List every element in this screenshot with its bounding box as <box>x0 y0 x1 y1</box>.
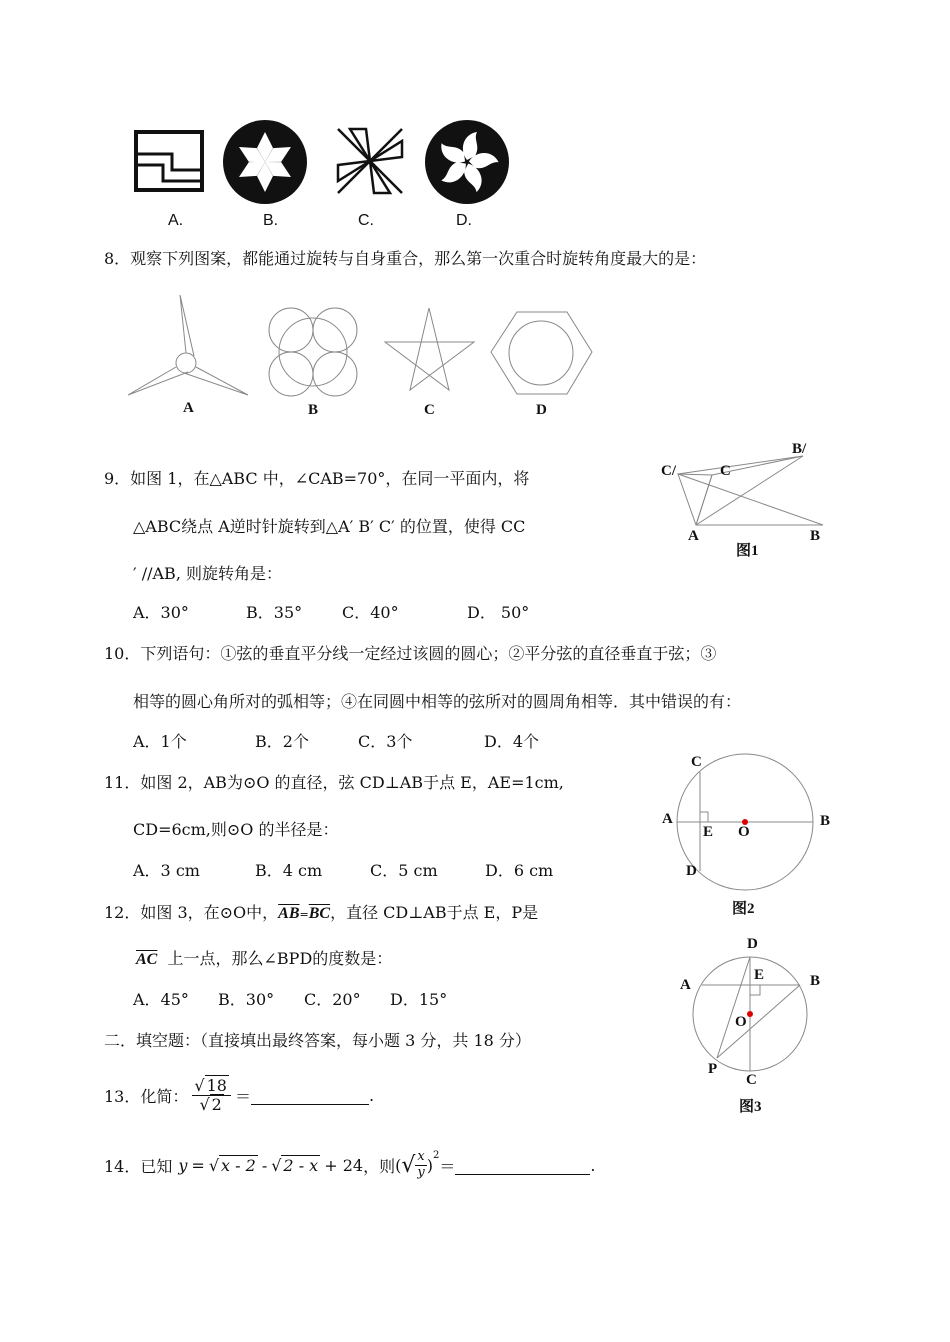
q9-line1: 9．如图 1，在△ABC 中，∠CAB=70°，在同一平面内，将 <box>104 469 530 488</box>
q8-figure-c-star <box>385 308 474 390</box>
q14-plus: + 24 <box>324 1155 364 1175</box>
q11-option-c: C．5 cm <box>370 861 438 880</box>
q13-equals: ＝ <box>234 1086 251 1106</box>
fig2-label-e: E <box>703 824 714 840</box>
q12-option-b: B．30° <box>218 990 275 1009</box>
fig3-label-p: P <box>708 1061 718 1077</box>
q14-eq: = <box>191 1155 205 1175</box>
fig2-label-b: B <box>820 813 831 829</box>
fig2-label-d: D <box>686 863 697 879</box>
q12-line2 <box>136 946 392 969</box>
top-option-d: D. <box>456 212 472 229</box>
fig3-label-a: A <box>680 977 691 993</box>
section-fill-in-title: 二．填空题：（直接填出最终答案，每小题 3 分，共 18 分） <box>104 1031 531 1050</box>
figure-1-rotation <box>660 440 840 540</box>
fig2-caption: 图2 <box>732 901 755 917</box>
q8-label-c: C <box>424 402 435 418</box>
q12-line1-start: 12．如图 3，在⊙O中， <box>104 903 279 922</box>
q13-denominator-radicand: 2 <box>211 1094 222 1114</box>
q14 <box>104 1140 595 1190</box>
q8-figure-d-hexagon <box>491 312 592 394</box>
q14-answer-blank[interactable] <box>455 1156 590 1175</box>
q9-option-d: D． 50° <box>467 603 530 622</box>
fig1-label-b-prime: B/ <box>792 441 807 457</box>
fig3-label-e: E <box>754 967 765 983</box>
q8-label-b: B <box>308 402 319 418</box>
q10-line1: 10．下列语句：①弦的垂直平分线一定经过该圆的圆心；②平分弦的直径垂直于弦；③ <box>104 644 717 663</box>
q10-option-a: A．1个 <box>133 732 187 751</box>
q13 <box>104 1070 374 1120</box>
q14-frac-den: y <box>417 1164 425 1180</box>
q14-radicand-a: x - 2 <box>221 1155 256 1175</box>
q13-answer-blank[interactable] <box>251 1086 369 1105</box>
q12-arc-ac: $\overline{AC}$ <box>136 951 158 968</box>
q8-label-d: D <box>536 402 547 418</box>
q13-fraction <box>192 1077 231 1113</box>
q12-option-c: C．20° <box>304 990 361 1009</box>
q9-line2: △ABC绕点 A逆时针旋转到△A′ B′ C′ 的位置，使得 CC <box>133 517 526 536</box>
q12-line2-text: 上一点，那么∠BPD的度数是： <box>167 949 393 968</box>
q12-equal: = <box>299 908 309 921</box>
q14-then: ，则 <box>363 1156 396 1176</box>
q10-option-d: D．4个 <box>484 732 540 751</box>
q8-figure-a-tristar <box>128 295 248 395</box>
fig2-label-c: C <box>691 754 702 770</box>
q13-denominator: √ 2 <box>199 1094 222 1114</box>
fig2-label-o: O <box>738 824 750 840</box>
q11-option-b: B．4 cm <box>255 861 323 880</box>
fig2-label-a: A <box>662 811 673 827</box>
fig3-label-c: C <box>746 1072 757 1088</box>
fig1-label-c: C <box>720 463 731 479</box>
q12-arc-bc: $\overline{BC}$ <box>308 905 331 922</box>
q10-line2: 相等的圆心角所对的弧相等；④在同圆中相等的弦所对的圆周角相等．其中错误的有： <box>133 692 742 711</box>
fig1-label-b: B <box>810 528 821 544</box>
q14-sqrt-frac-sign: √ <box>401 1152 416 1178</box>
q8-stem: 8．观察下列图案，都能通过旋转与自身重合，那么第一次重合时旋转角度最大的是： <box>104 249 707 268</box>
q11-line1: 11．如图 2，AB为⊙O 的直径，弦 CD⊥AB于点 E，AE=1cm, <box>104 773 564 792</box>
q11-option-a: A．3 cm <box>133 861 200 880</box>
q9-line3: ′ //AB, 则旋转角是： <box>133 564 282 583</box>
q14-minus: - <box>261 1155 268 1175</box>
top-option-b: B. <box>263 212 279 229</box>
figure-c-pinwheel <box>338 129 402 193</box>
q14-rparen: ) <box>426 1155 433 1175</box>
q14-sqrt-a: √ x - 2 <box>208 1155 256 1175</box>
top-option-c: C. <box>358 212 374 229</box>
q10-option-b: B．2个 <box>255 732 309 751</box>
q11-option-d: D．6 cm <box>485 861 554 880</box>
fig3-label-d: D <box>747 936 758 952</box>
q10-option-c: C．3个 <box>358 732 413 751</box>
q13-numerator: √ 18 <box>192 1077 231 1096</box>
q9-option-a: A．30° <box>133 603 189 622</box>
q14-fraction <box>415 1150 426 1180</box>
q14-y: y <box>178 1155 188 1175</box>
q13-numerator-radicand: 18 <box>206 1075 227 1095</box>
q14-equals: ＝ <box>439 1156 456 1176</box>
q12-option-d: D．15° <box>390 990 448 1009</box>
q12-option-a: A．45° <box>133 990 189 1009</box>
q14-power: 2 <box>432 1150 440 1161</box>
q13-prefix: 13．化简： <box>104 1086 189 1106</box>
q9-option-c: C．40° <box>342 603 399 622</box>
fig1-caption: 图1 <box>736 543 759 559</box>
fig3-label-b: B <box>810 973 821 989</box>
q8-label-a: A <box>183 400 194 416</box>
fig1-label-a: A <box>688 528 699 544</box>
q14-period: . <box>590 1155 596 1175</box>
fig1-label-c-prime: C/ <box>661 463 676 479</box>
q8-figure-b-flower <box>269 308 357 396</box>
figure-d-flower-disc <box>425 120 509 204</box>
q11-line2: CD=6cm,则⊙O 的半径是： <box>133 820 339 839</box>
q14-sqrt-b: √ 2 - x <box>271 1155 319 1175</box>
top-option-a: A. <box>168 212 184 229</box>
q8-figures <box>120 290 600 405</box>
q12-line1 <box>104 900 538 923</box>
q9-option-b: B．35° <box>246 603 303 622</box>
figure-a-step-rect <box>136 132 202 190</box>
q12-arc-ab: $\overline{AB}$ <box>278 905 300 922</box>
q13-period: . <box>368 1085 375 1105</box>
q14-lparen: ( <box>395 1155 402 1175</box>
fig3-label-o: O <box>735 1014 747 1030</box>
fig3-caption: 图3 <box>739 1099 762 1115</box>
q14-prefix: 14．已知 <box>104 1156 173 1176</box>
q14-radicand-b: 2 - x <box>283 1155 319 1175</box>
figure-b-diamond-disc <box>223 120 307 204</box>
q12-line1-end: ，直径 CD⊥AB于点 E，P是 <box>330 903 539 922</box>
fig3-center-dot <box>747 1011 753 1017</box>
q14-frac-num: x <box>417 1149 425 1165</box>
